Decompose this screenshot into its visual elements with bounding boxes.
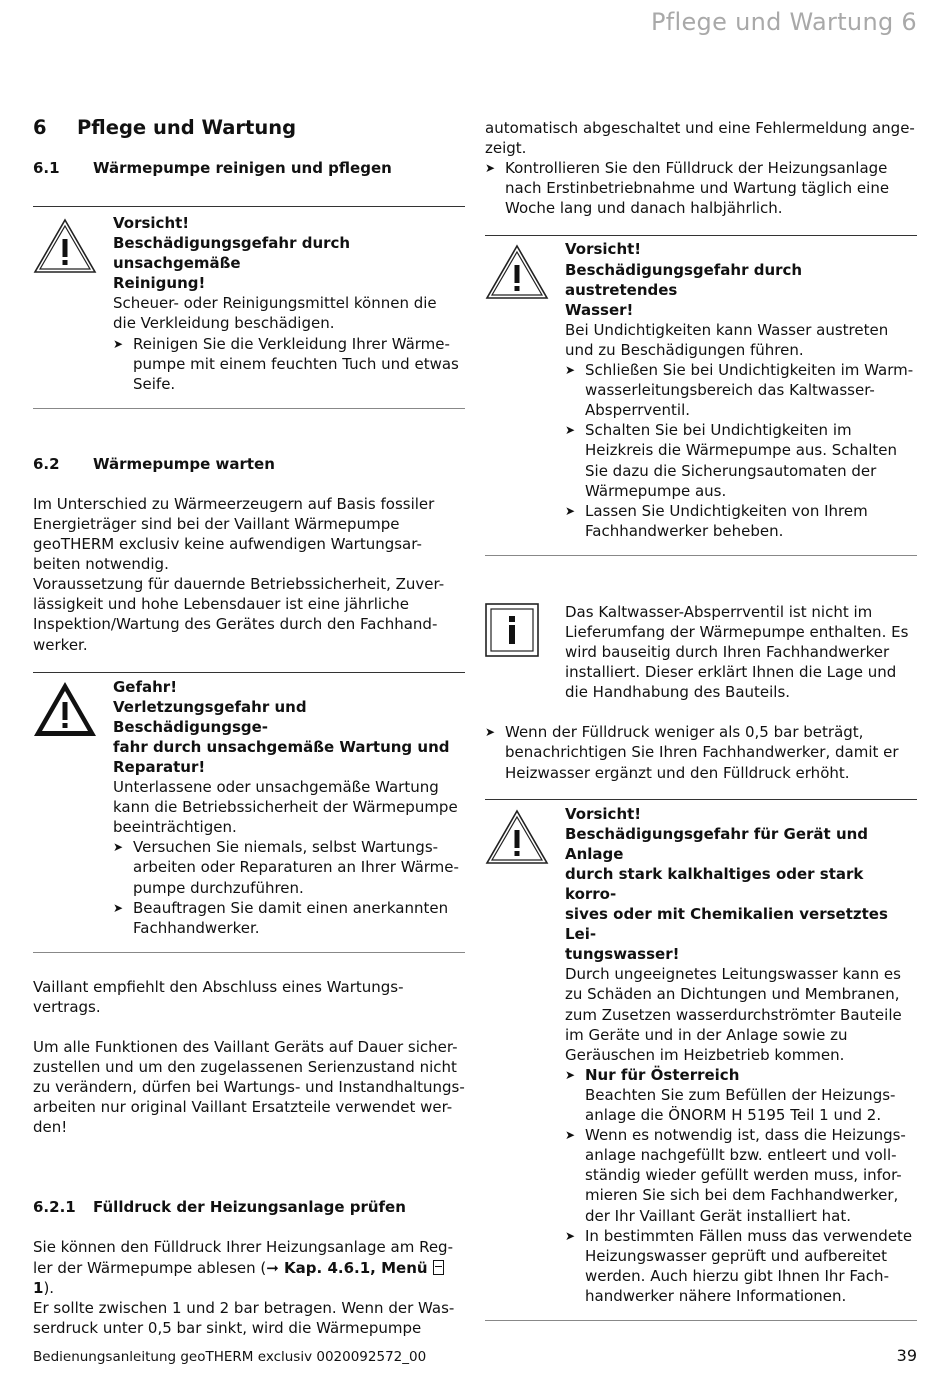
list-item-line: Heizwasser ergänzt und den Fülldruck erhöht. (505, 763, 850, 782)
list-item-line: nach Erstinbetriebnahme und Wartung täglich eine (505, 179, 890, 198)
text-line: automatisch abgeschaltet und eine Fehlermeldung ange- (485, 119, 915, 137)
section-number: 6.2 (33, 454, 60, 473)
list-item-line: Heizkreis die Wärmepumpe aus. Schalten (585, 441, 898, 460)
info-text-line: wird bauseitig durch Ihren Fachhandwerker (565, 643, 890, 662)
text-line: geoTHERM exclusiv keine aufwendigen Wartungsar- (33, 535, 422, 554)
list-item (113, 898, 465, 938)
page-header-title: Pflege und Wartung 6 (650, 8, 917, 36)
text-line: Um alle Funktionen des Vaillant Geräts auf Dauer sicher- (33, 1038, 458, 1056)
arrow-bullet-icon: ➤ (485, 725, 496, 740)
caution-text-line: Geräuschen im Heizbetrieb kommen. (565, 1045, 845, 1064)
list-item-line: Reinigen Sie die Verkleidung Ihrer Wärme- (133, 334, 450, 353)
text-span: ). (43, 1278, 55, 1297)
caution-title-line: Beschädigungsgefahr für Gerät und Anlage (565, 824, 869, 863)
list-item-line: Seife. (133, 374, 176, 393)
section-heading-6-2-1 (33, 1197, 465, 1217)
section-heading-6-1 (33, 158, 465, 178)
list-item-line: anlage die ÖNORM H 5195 Teil 1 und 2. (585, 1106, 882, 1125)
caution-title-line: Beschädigungsgefahr durch austretendes (565, 260, 803, 299)
list-item-line: Lassen Sie Undichtigkeiten von Ihrem (585, 501, 868, 520)
list-item-line: arbeiten oder Reparaturen an Ihrer Wärme- (133, 858, 459, 877)
caution-label: Vorsicht! (565, 240, 642, 259)
text-line: Im Unterschied zu Wärmeerzeugern auf Basis fossiler (33, 494, 435, 513)
section-number: 6.2.1 (33, 1198, 76, 1217)
danger-text-line: kann die Betriebssicherheit der Wärmepumpe (113, 798, 458, 817)
info-text-line: installiert. Dieser erklärt Ihnen die Lage und (565, 663, 897, 682)
chapter-number: 6 (33, 116, 47, 139)
text-line: den! (33, 1118, 68, 1137)
arrow-bullet-icon: ➤ (113, 900, 124, 915)
text-span: ler der Wärmepumpe ablesen ( (33, 1258, 267, 1277)
text-line: zeigt. (485, 139, 527, 158)
list-item-line: Wärmepumpe aus. (585, 481, 727, 500)
left-column (33, 115, 465, 1338)
list-item-line: benachrichtigen Sie Ihren Fachhandwerker, damit er (505, 743, 899, 762)
section-number: 6.1 (33, 159, 60, 177)
list-item-line: anlage nachgefüllt bzw. entleert und voll- (585, 1146, 897, 1165)
caution-text-line: und zu Beschädigungen führen. (565, 340, 804, 359)
list-item-line: Fachhandwerker. (133, 918, 260, 937)
caution-title-line: tungswasser! (565, 945, 680, 964)
danger-box-wartung (33, 672, 465, 953)
text-line: Inspektion/Wartung des Gerätes durch den Fachhand- (33, 615, 438, 634)
list-item-line: Schließen Sie bei Undichtigkeiten im Warm- (585, 361, 914, 380)
list-item (485, 158, 917, 218)
text-line: werker. (33, 635, 88, 654)
caution-text-line: zum Zusetzen wasserdurchströmter Bauteile (565, 1005, 902, 1024)
text-line: Sie können den Fülldruck Ihrer Heizungsanlage am Reg- (33, 1238, 453, 1257)
paragraph-fuelldruck (33, 1237, 465, 1337)
paragraph-wartungsvertrag (33, 977, 465, 1017)
text-line: Er sollte zwischen 1 und 2 bar betragen. Wenn der Was- (33, 1298, 455, 1317)
list-item (113, 334, 465, 394)
section-heading-6-2 (33, 454, 465, 474)
arrow-bullet-icon: ➤ (565, 503, 576, 518)
arrow-bullet-icon: ➤ (565, 1128, 576, 1143)
danger-title-line: fahr durch unsachgemäße Wartung und (113, 737, 450, 756)
list-item-line: Wenn der Fülldruck weniger als 0,5 bar beträgt, (505, 723, 864, 742)
text-line: vertrags. (33, 997, 101, 1016)
list-item-line: pumpe mit einem feuchten Tuch und etwas (133, 354, 459, 373)
list-item-line: Heizungswasser geprüft und aufbereitet (585, 1246, 888, 1265)
caution-box-wasser (485, 235, 917, 555)
info-text-line: Das Kaltwasser-Absperrventil ist nicht im (565, 602, 873, 621)
text-line: zu verändern, dürfen bei Wartungs- und Instandhaltungs- (33, 1078, 465, 1097)
info-text-line: die Handhabung des Bauteils. (565, 683, 791, 702)
list-item-line: Schalten Sie bei Undichtigkeiten im (585, 421, 852, 440)
list-item (565, 420, 917, 500)
text-line: zustellen und um den zugelassenen Serienzustand nicht (33, 1058, 457, 1077)
list-item-line: Beachten Sie zum Befüllen der Heizungs- (585, 1085, 896, 1104)
caution-text-line: Durch ungeeignetes Leitungswasser kann es (565, 965, 901, 984)
text-line: Energieträger sind bei der Vaillant Wärmepumpe (33, 514, 400, 533)
danger-title-line: Verletzungsgefahr und Beschädigungsge- (113, 697, 307, 736)
text-line: serdruck unter 0,5 bar sinkt, wird die Wärmepumpe (33, 1318, 422, 1337)
list-item-line: handwerker nähere Informationen. (585, 1286, 847, 1305)
caution-title-line: durch stark kalkhaltiges oder stark korro- (565, 864, 864, 903)
chapter-title: Pflege und Wartung (77, 116, 297, 139)
danger-text-line: beeinträchtigen. (113, 818, 237, 837)
text-line: lässigkeit und hohe Lebensdauer ist eine jährliche (33, 595, 410, 614)
danger-triangle-icon (33, 677, 113, 938)
list-item-line: Kontrollieren Sie den Fülldruck der Heizungsanlage (505, 159, 888, 178)
caution-text-line: die Verkleidung beschädigen. (113, 314, 335, 333)
caution-label: Vorsicht! (565, 804, 642, 823)
list-item (565, 1125, 917, 1225)
page-number: 39 (896, 1346, 917, 1365)
arrow-bullet-icon: ➤ (485, 161, 496, 176)
caution-title-line: Reinigung! (113, 274, 206, 293)
list-item-line: der Ihr Vaillant Gerät installiert hat. (585, 1206, 852, 1225)
caution-text-line: im Geräte und in der Anlage sowie zu (565, 1025, 848, 1044)
list-item (565, 1226, 917, 1306)
paragraph-wartung (33, 494, 465, 655)
caution-text-line: Scheuer- oder Reinigungsmittel können die (113, 294, 437, 313)
info-box (485, 602, 917, 702)
list-item-line: Versuchen Sie niemals, selbst Wartungs- (133, 838, 439, 857)
arrow-bullet-icon: ➤ (113, 840, 124, 855)
list-item-line: mieren Sie sich bei dem Fachhandwerker, (585, 1186, 899, 1205)
text-line: beiten notwendig. (33, 555, 169, 574)
list-item-line: In bestimmten Fällen muss das verwendete (585, 1226, 913, 1245)
section-title: Wärmepumpe reinigen und pflegen (93, 159, 392, 177)
info-icon (485, 602, 565, 702)
list-item-line: Sie dazu die Sicherungsautomaten der (585, 461, 877, 480)
chapter-reference: ➞ Kap. 4.6.1, Menü (266, 1258, 433, 1277)
list-item-line: Wenn es notwendig ist, dass die Heizungs- (585, 1126, 906, 1145)
text-line: Voraussetzung für dauernde Betriebssicherheit, Zuver- (33, 575, 445, 594)
danger-label: Gefahr! (113, 677, 178, 696)
caution-text-line: Bei Undichtigkeiten kann Wasser austreten (565, 320, 889, 339)
caution-text-line: zu Schäden an Dichtungen und Membranen, (565, 985, 900, 1004)
text-line (33, 1258, 465, 1298)
caution-title-line: sives oder mit Chemikalien versetztes Lei- (565, 905, 888, 944)
list-item-line: Absperrventil. (585, 401, 691, 420)
list-item (565, 360, 917, 420)
section-title: Fülldruck der Heizungsanlage prüfen (93, 1198, 406, 1217)
list-item-line: werden. Auch hierzu gibt Ihnen Ihr Fach- (585, 1266, 889, 1285)
arrow-bullet-icon: ➤ (565, 423, 576, 438)
caution-box-reinigung (33, 206, 465, 409)
warning-triangle-icon (33, 213, 113, 394)
text-line: arbeiten nur original Vaillant Ersatzteile verwendet wer- (33, 1098, 453, 1117)
danger-text-line: Unterlassene oder unsachgemäße Wartung (113, 778, 439, 797)
menu-number: 1 (33, 1278, 44, 1297)
list-item-line: ständig wieder gefüllt werden muss, infor- (585, 1166, 902, 1185)
danger-title-line: Reparatur! (113, 757, 206, 776)
menu-icon (433, 1260, 444, 1275)
section-title: Wärmepumpe warten (93, 454, 275, 473)
arrow-bullet-icon: ➤ (113, 336, 124, 351)
text-line: Vaillant empfiehlt den Abschluss eines Wartungs- (33, 977, 404, 996)
footer-document-title: Bedienungsanleitung geoTHERM exclusiv 0020092572_00 (33, 1349, 427, 1365)
caution-box-leitungswasser (485, 799, 917, 1321)
list-item (485, 722, 917, 782)
caution-title-line: Beschädigungsgefahr durch unsachgemäße (113, 234, 351, 273)
warning-triangle-icon (485, 804, 565, 1306)
right-column (485, 118, 917, 1321)
arrow-bullet-icon: ➤ (565, 1228, 576, 1243)
list-item-line: Fachhandwerker beheben. (585, 521, 784, 540)
list-item (113, 837, 465, 897)
warning-triangle-icon (485, 239, 565, 540)
list-item-line: pumpe durchzuführen. (133, 878, 304, 897)
info-text-line: Lieferumfang der Wärmepumpe enthalten. Es (565, 622, 909, 641)
list-item-line: wasserleitungsbereich das Kaltwasser- (585, 381, 875, 400)
arrow-bullet-icon: ➤ (565, 363, 576, 378)
arrow-bullet-icon: ➤ (565, 1067, 576, 1082)
paragraph-ersatzteile (33, 1037, 465, 1137)
list-item-line: Beauftragen Sie damit einen anerkannten (133, 898, 449, 917)
caution-label: Vorsicht! (113, 214, 190, 232)
caution-title-line: Wasser! (565, 300, 634, 319)
list-item (565, 501, 917, 541)
chapter-heading (33, 115, 465, 141)
list-item-heading: Nur für Österreich (585, 1065, 740, 1084)
list-item (565, 1065, 917, 1125)
paragraph-continuation (485, 118, 917, 158)
list-item-line: Woche lang und danach halbjährlich. (505, 199, 783, 218)
